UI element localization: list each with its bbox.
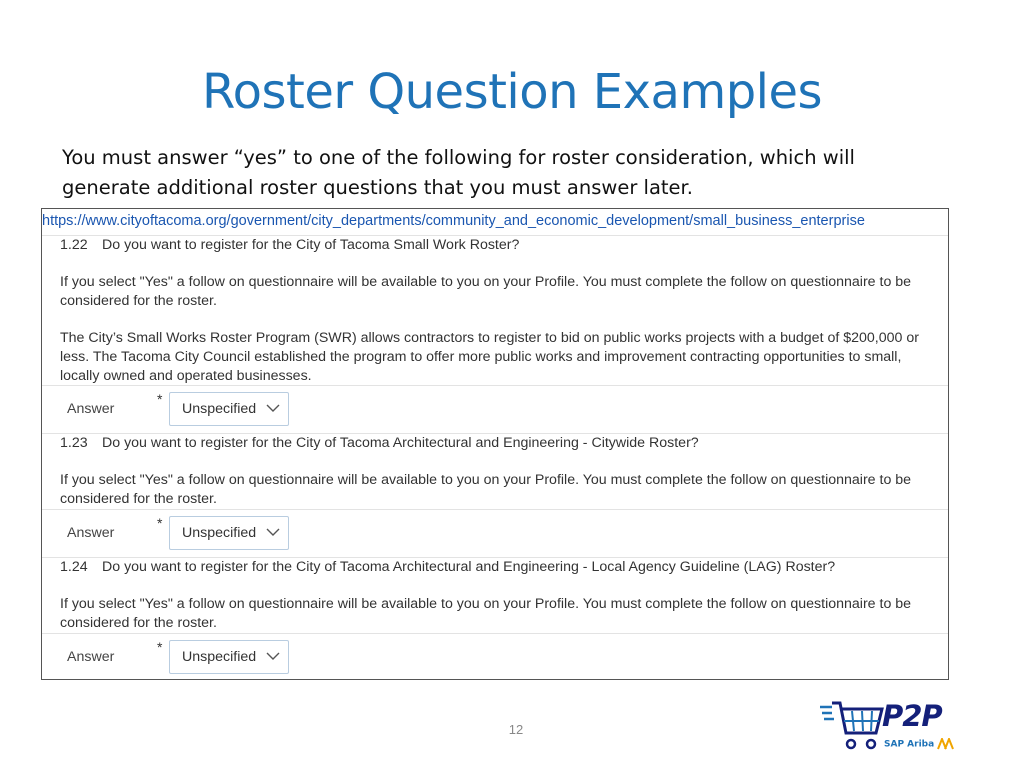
page-number: 12 <box>508 722 524 737</box>
required-marker: * <box>157 515 163 531</box>
question-text: Do you want to register for the City of Tacoma Architectural and Engineering - Citywide Roster? <box>102 435 699 451</box>
question-text: Do you want to register for the City of Tacoma Architectural and Engineering - Local Agency Guideline (LAG) Roster? <box>102 559 836 575</box>
chevron-down-icon <box>266 527 280 537</box>
questionnaire-screenshot <box>41 208 949 680</box>
question-heading <box>60 237 519 253</box>
divider <box>42 557 948 558</box>
dropdown-value: Unspecified <box>182 401 257 417</box>
p2p-logo <box>818 697 963 757</box>
question-number: 1.23 <box>60 435 88 451</box>
slide-title: Roster Question Examples <box>201 64 823 120</box>
ariba-mark-icon <box>937 738 955 750</box>
required-marker: * <box>157 391 163 407</box>
dropdown-value: Unspecified <box>182 525 257 541</box>
required-marker: * <box>157 639 163 655</box>
chevron-down-icon <box>266 403 280 413</box>
page-url-link[interactable]: https://www.cityoftacoma.org/government/city_departments/community_and_economic_development/small_business_enterprise <box>42 213 865 229</box>
question-description: The City’s Small Works Roster Program (SWR) allows contractors to register to bid on public works projects with a budget of $200,000 or less. The Tacoma City Council established the program to offer more public works and improvement contracting opportunities to small, locally owned and operated businesses. <box>60 330 919 384</box>
question-number: 1.24 <box>60 559 88 575</box>
question-heading <box>60 559 835 575</box>
question-heading <box>60 435 699 451</box>
divider <box>42 433 948 434</box>
answer-label: Answer <box>67 525 115 541</box>
shopping-cart-icon <box>818 697 884 755</box>
answer-dropdown[interactable] <box>169 516 289 550</box>
logo-wordmark: P2P <box>882 699 942 733</box>
question-description: If you select "Yes" a follow on questionnaire will be available to you on your Profile. You must complete the follow on questionnaire to be considered for the roster. <box>60 596 912 631</box>
dropdown-value: Unspecified <box>182 649 257 665</box>
divider <box>42 633 948 634</box>
question-description: If you select "Yes" a follow on questionnaire will be available to you on your Profile. You must complete the follow on questionnaire to be considered for the roster. <box>60 274 912 309</box>
divider <box>42 509 948 510</box>
answer-label: Answer <box>67 401 115 417</box>
answer-dropdown[interactable] <box>169 640 289 674</box>
question-description: If you select "Yes" a follow on questionnaire will be available to you on your Profile. You must complete the follow on questionnaire to be considered for the roster. <box>60 472 912 507</box>
chevron-down-icon <box>266 651 280 661</box>
question-text: Do you want to register for the City of Tacoma Small Work Roster? <box>102 237 520 253</box>
logo-subtitle-text: SAP Ariba <box>884 739 935 750</box>
divider <box>42 235 948 236</box>
logo-subtitle <box>884 738 955 750</box>
question-number: 1.22 <box>60 237 88 253</box>
answer-dropdown[interactable] <box>169 392 289 426</box>
divider <box>42 385 948 386</box>
intro-text: You must answer “yes” to one of the following for roster consideration, which will generate additional roster questions that you must answer later. <box>62 146 855 199</box>
answer-label: Answer <box>67 649 115 665</box>
